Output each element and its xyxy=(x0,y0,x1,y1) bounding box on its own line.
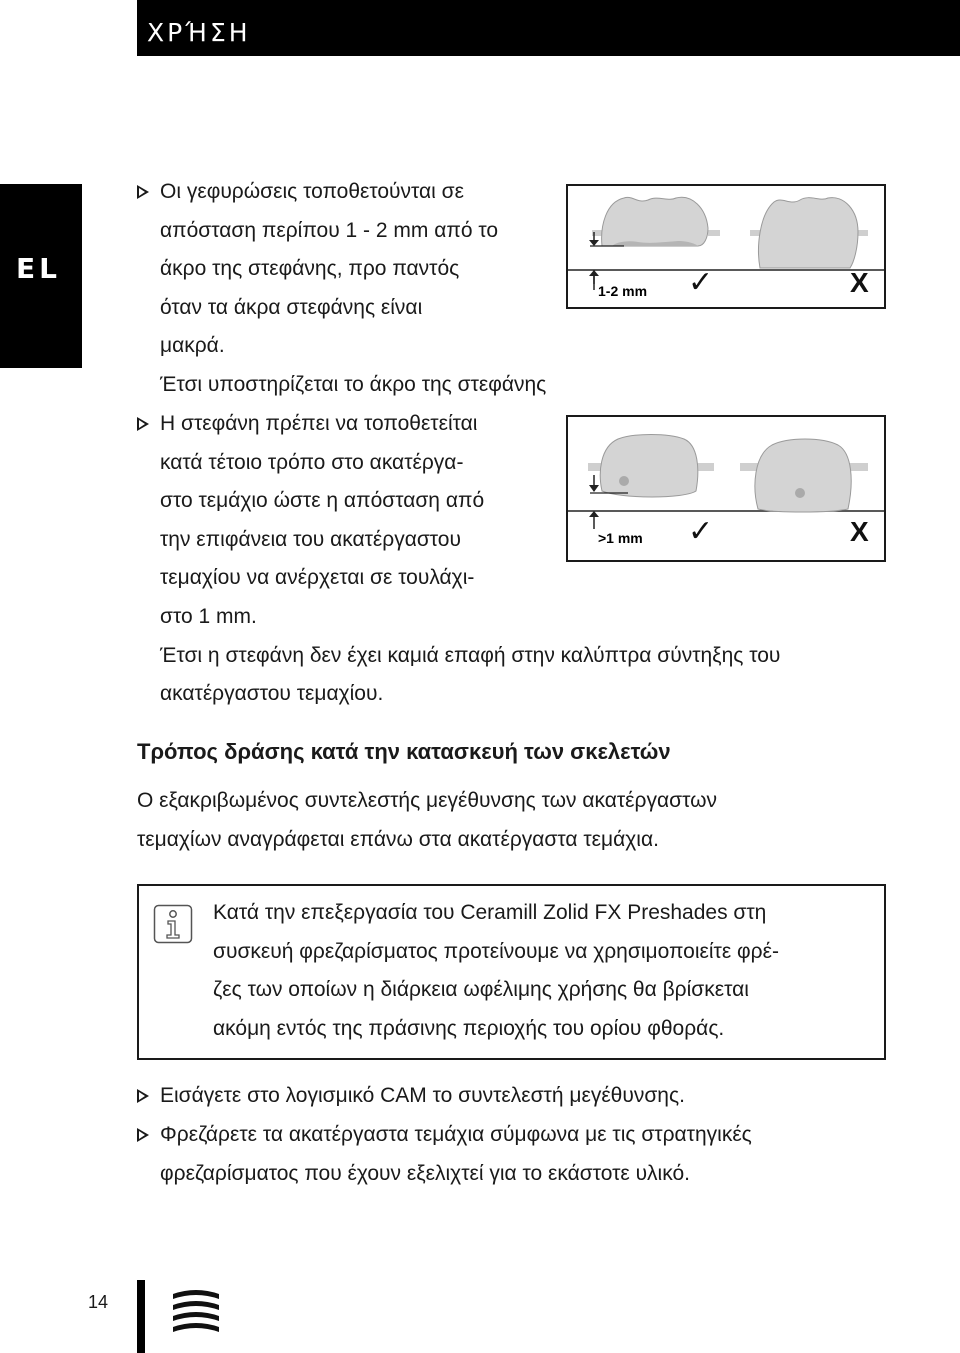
wrong-mark-icon: X xyxy=(850,267,869,298)
bullet-triangle-icon xyxy=(137,1128,149,1142)
section-paragraph xyxy=(137,782,717,859)
info-icon xyxy=(153,904,193,944)
bullet-2-line: στο τεμάχιο ώστε η απόσταση από xyxy=(160,489,485,513)
figure-bridge-distance xyxy=(566,184,886,309)
bullet-2-line: τεμαχίου να ανέρχεται σε τουλάχι- xyxy=(160,566,475,590)
footer-rule xyxy=(137,1280,145,1353)
bullet-3-text xyxy=(160,1077,685,1116)
bullet-triangle-icon xyxy=(137,185,149,199)
wrong-mark-icon: X xyxy=(850,516,869,547)
dimension-label: 1-2 mm xyxy=(598,283,648,299)
correct-mark-icon: ✓ xyxy=(688,515,714,548)
bullet-4-text xyxy=(160,1116,752,1193)
bullet-2-line: κατά τέτοιο τρόπο στο ακατέργα- xyxy=(160,450,464,474)
figure-crown-clearance xyxy=(566,415,886,562)
bullet-1-line: Έτσι υποστηρίζεται το άκρο της στεφάνης xyxy=(160,372,547,396)
page-number: 14 xyxy=(88,1292,109,1312)
bullet-triangle-icon xyxy=(137,1089,149,1103)
bullet-triangle-icon xyxy=(137,417,149,431)
info-note-box xyxy=(137,884,886,1060)
section-heading: Τρόπος δράσης κατά την κατασκευή των σκελετών xyxy=(137,739,671,764)
bullet-2-line: στο 1 mm. xyxy=(160,604,257,628)
bullet-1-line: απόσταση περίπου 1 - 2 mm από το xyxy=(160,218,499,242)
note-line: συσκευή φρεζαρίσματος προτείνουμε να χρησιμοποιείτε φρέ- xyxy=(213,939,779,963)
bullet-1-line: όταν τα άκρα στεφάνης είναι xyxy=(160,295,423,319)
language-tab xyxy=(0,184,82,368)
note-line: Κατά την επεξεργασία του Ceramill Zolid FX Preshades στη xyxy=(213,901,767,924)
bullet-2-line: Η στεφάνη πρέπει να τοποθετείται xyxy=(160,412,478,435)
bullet-1-text xyxy=(160,173,546,405)
bullet-3-line: Εισάγετε στο λογισμικό CAM το συντελεστή μεγέθυνσης. xyxy=(160,1084,685,1107)
paragraph-line: τεμαχίων αναγράφεται επάνω στα ακατέργαστα τεμάχια. xyxy=(137,827,659,851)
dimension-label: >1 mm xyxy=(598,530,643,546)
bullet-4-line: φρεζαρίσματος που έχουν εξελιχτεί για το εκάστοτε υλικό. xyxy=(160,1161,690,1185)
note-line: ζες των οποίων η διάρκεια ωφέλιμης χρήσης θα βρίσκεται xyxy=(213,978,749,1002)
note-text xyxy=(213,894,779,1048)
bullet-2-line: Έτσι η στεφάνη δεν έχει καμιά επαφή στην καλύπτρα σύντηξης του xyxy=(160,643,781,667)
bullet-2-line: ακατέργαστου τεμαχίου. xyxy=(160,682,384,706)
paragraph-line: Ο εξακριβωμένος συντελεστής μεγέθυνσης των ακατέργαστων xyxy=(137,789,717,812)
crown-illustration-1 xyxy=(568,186,884,307)
bullet-1-line: Οι γεφυρώσεις τοποθετούνται σε xyxy=(160,180,464,203)
bullet-2-line: την επιφάνεια του ακατέργαστου xyxy=(160,527,461,551)
bullet-4-line: Φρεζάρετε τα ακατέργαστα τεμάχια σύμφωνα με τις στρατηγικές xyxy=(160,1123,752,1146)
language-label: EL xyxy=(16,252,61,285)
header-bar xyxy=(137,0,960,56)
note-line: ακόμη εντός της πράσινης περιοχής του ορίου φθοράς. xyxy=(213,1016,725,1040)
bullet-1-line: άκρο της στεφάνης, προ παντός xyxy=(160,257,460,281)
correct-mark-icon: ✓ xyxy=(688,266,714,299)
section-title: ΧΡΉΣΗ xyxy=(147,18,251,47)
crown-illustration-2 xyxy=(568,417,884,560)
bullet-1-line: μακρά. xyxy=(160,334,225,358)
brand-logo-icon xyxy=(171,1288,221,1334)
